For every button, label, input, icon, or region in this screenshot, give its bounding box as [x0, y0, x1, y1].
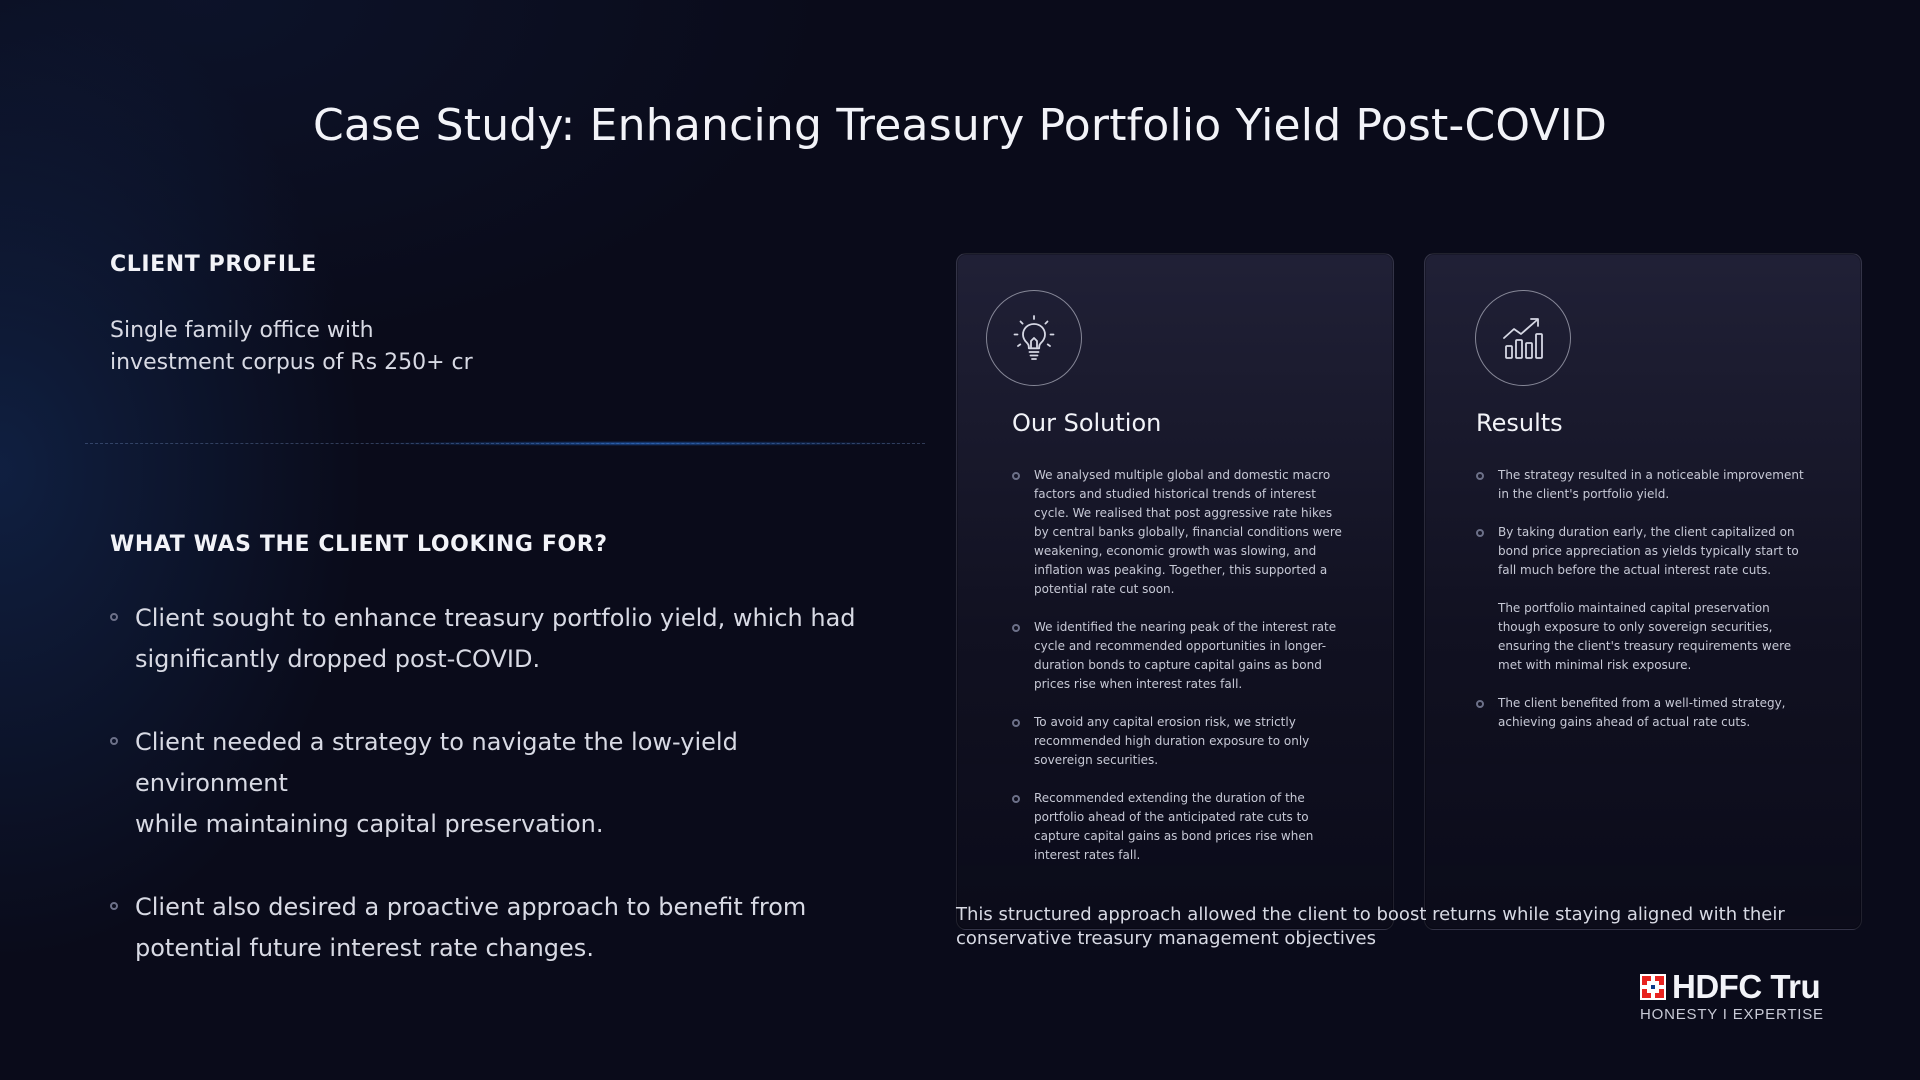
solution-item: [1012, 466, 1342, 599]
looking-for-item-line-2: significantly dropped post-COVID.: [135, 645, 541, 673]
solution-item: [1012, 789, 1342, 865]
looking-for-list: [110, 598, 870, 1011]
client-profile-heading: CLIENT PROFILE: [110, 252, 317, 277]
looking-for-item: [110, 722, 870, 845]
solution-item-text: To avoid any capital erosion risk, we strictly recommended high duration exposure to only sovereign securities.: [1034, 715, 1310, 767]
solution-item-text: We analysed multiple global and domestic macro factors and studied historical trends of interest cycle. We realised that post aggressive rate hikes by central banks globally, financial conditions were weakening, economic growth was slowing, and inflation was peaking. Together, this supported a potential rate cut soon.: [1034, 468, 1342, 596]
bullet-dot-icon: [1476, 700, 1484, 708]
results-item: [1476, 599, 1806, 675]
logo-tagline: HONESTY I EXPERTISE: [1640, 1006, 1824, 1023]
bullet-dot-icon: [1476, 472, 1484, 480]
results-item-text: By taking duration early, the client capitalized on bond price appreciation as yields typically start to fall much before the actual interest rate cuts.: [1498, 525, 1799, 577]
solution-item-text: We identified the nearing peak of the interest rate cycle and recommended opportunities in longer-duration bonds to capture capital gains as bond prices rise when interest rates fall.: [1034, 620, 1337, 691]
solution-item-text: Recommended extending the duration of the portfolio ahead of the anticipated rate cuts to capture capital gains as bond prices rise when interest rates fall.: [1034, 791, 1314, 862]
bullet-dot-icon: [1012, 472, 1020, 480]
looking-for-heading: WHAT WAS THE CLIENT LOOKING FOR?: [110, 532, 608, 557]
results-card: [1424, 253, 1862, 930]
looking-for-item-line-2: potential future interest rate changes.: [135, 934, 594, 962]
bullet-dot-icon: [110, 613, 118, 621]
footer-note: This structured approach allowed the client to boost returns while staying aligned with their conservative treasury management objectives: [956, 904, 1785, 949]
client-profile-text: [110, 315, 530, 379]
results-item: [1476, 466, 1806, 504]
looking-for-item: [110, 887, 870, 969]
bullet-dot-icon: [1476, 529, 1484, 537]
looking-for-item-line-1: Client sought to enhance treasury portfolio yield, which had: [135, 604, 856, 632]
lightbulb-icon: [986, 290, 1082, 386]
looking-for-item: [110, 598, 870, 680]
solution-list: [1012, 466, 1342, 884]
results-item-text: The portfolio maintained capital preservation though exposure to only sovereign securities, ensuring the client's treasury requirements were met with minimal risk exposure.: [1498, 601, 1792, 672]
bullet-dot-icon: [1012, 795, 1020, 803]
solution-item: [1012, 713, 1342, 770]
results-item: [1476, 523, 1806, 580]
results-title: Results: [1476, 409, 1563, 437]
page-title: Case Study: Enhancing Treasury Portfolio Yield Post-COVID: [312, 100, 1608, 151]
solution-item: [1012, 618, 1342, 694]
bullet-dot-icon: [1012, 719, 1020, 727]
hdfc-logo-mark-icon: [1640, 974, 1666, 1000]
results-item-text: The client benefited from a well-timed strategy, achieving gains ahead of actual rate cuts.: [1498, 696, 1786, 729]
solution-card: [956, 253, 1394, 930]
logo-name: HDFC Tru: [1672, 968, 1821, 1005]
bullet-dot-icon: [110, 737, 118, 745]
hdfc-tru-logo: [1638, 968, 1838, 1024]
bullet-dot-icon: [110, 902, 118, 910]
client-profile-line-1: Single family office with: [110, 318, 374, 343]
solution-title: Our Solution: [1012, 409, 1162, 437]
bullet-dot-icon: [1012, 624, 1020, 632]
results-item-text: The strategy resulted in a noticeable improvement in the client's portfolio yield.: [1498, 468, 1804, 501]
divider-glow: [360, 441, 920, 446]
looking-for-item-line-1: Client also desired a proactive approach to benefit from: [135, 893, 807, 921]
looking-for-item-line-2: while maintaining capital preservation.: [135, 810, 604, 838]
results-list: [1476, 466, 1806, 751]
results-item: [1476, 694, 1806, 732]
growth-chart-icon: [1475, 290, 1571, 386]
client-profile-line-2: investment corpus of Rs 250+ cr: [110, 350, 473, 375]
looking-for-item-line-1: Client needed a strategy to navigate the low-yield environment: [135, 728, 738, 797]
